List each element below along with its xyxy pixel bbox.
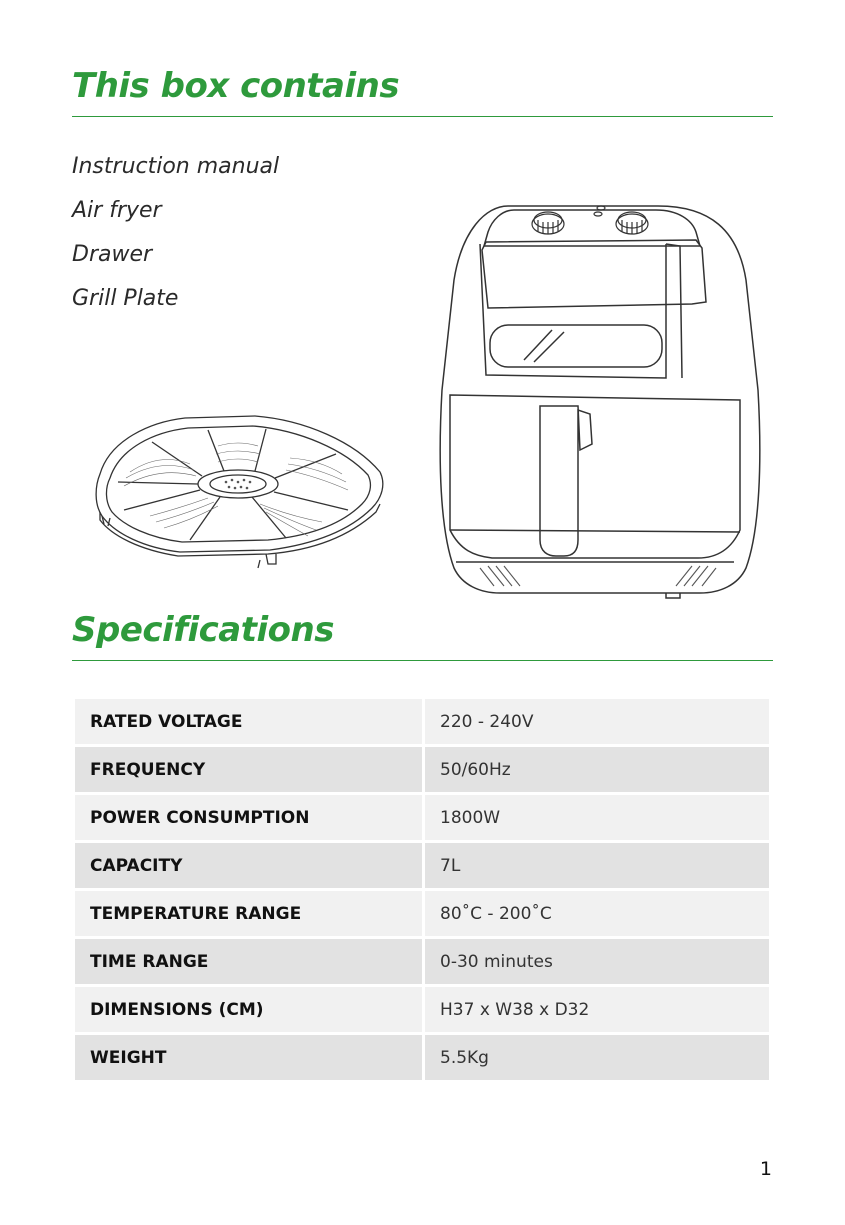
- table-row: [75, 795, 769, 840]
- page-number: 1: [759, 1158, 772, 1180]
- spec-value: 220 - 240V: [425, 699, 769, 744]
- table-row: [75, 843, 769, 888]
- spec-value: 50/60Hz: [425, 747, 769, 792]
- spec-value: 0-30 minutes: [425, 939, 769, 984]
- list-item: Grill Plate: [72, 286, 179, 311]
- box-contents-heading: This box contains: [72, 66, 400, 106]
- spec-label: POWER CONSUMPTION: [75, 795, 422, 840]
- spec-label: DIMENSIONS (CM): [75, 987, 422, 1032]
- spec-value: 1800W: [425, 795, 769, 840]
- spec-label: CAPACITY: [75, 843, 422, 888]
- spec-label: TIME RANGE: [75, 939, 422, 984]
- spec-value: 7L: [425, 843, 769, 888]
- list-item: Instruction manual: [72, 154, 280, 179]
- table-row: [75, 939, 769, 984]
- table-row: [75, 987, 769, 1032]
- air-fryer-illustration: [430, 200, 770, 605]
- spec-value: 80˚C - 200˚C: [425, 891, 769, 936]
- list-item: Air fryer: [72, 198, 162, 223]
- table-row: [75, 747, 769, 792]
- spec-label: FREQUENCY: [75, 747, 422, 792]
- spec-label: TEMPERATURE RANGE: [75, 891, 422, 936]
- specifications-table: [72, 696, 772, 1083]
- spec-label: WEIGHT: [75, 1035, 422, 1080]
- specifications-heading: Specifications: [72, 610, 334, 650]
- table-row: [75, 891, 769, 936]
- grill-plate-illustration: [90, 412, 390, 572]
- specifications-rule: [72, 660, 773, 661]
- table-row: [75, 1035, 769, 1080]
- box-contents-rule: [72, 116, 773, 117]
- list-item: Drawer: [72, 242, 153, 267]
- spec-value: 5.5Kg: [425, 1035, 769, 1080]
- box-contents-list: [72, 150, 279, 326]
- table-row: [75, 699, 769, 744]
- spec-value: H37 x W38 x D32: [425, 987, 769, 1032]
- spec-label: RATED VOLTAGE: [75, 699, 422, 744]
